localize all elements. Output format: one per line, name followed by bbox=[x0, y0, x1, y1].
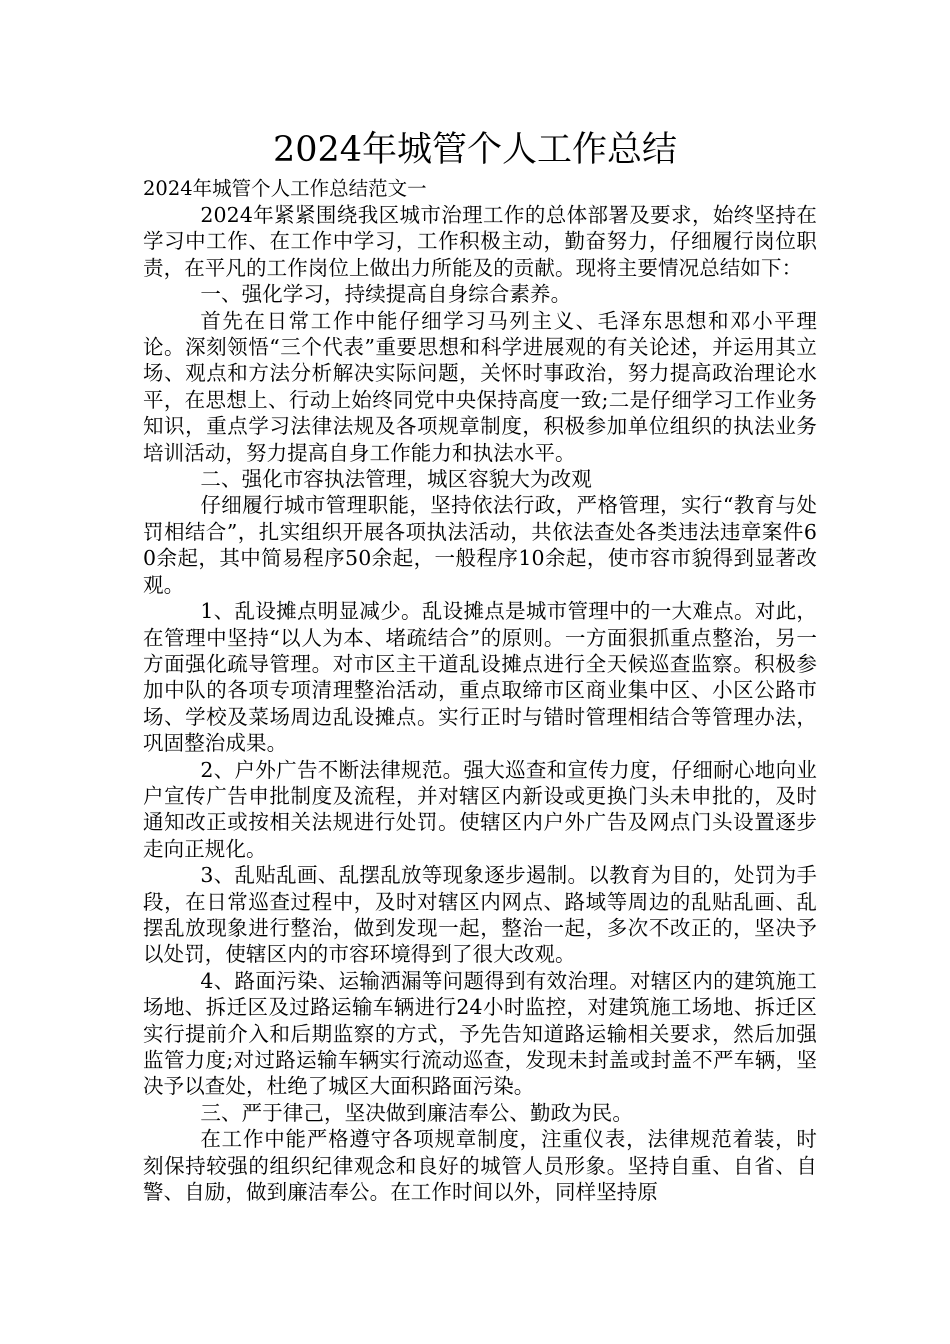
paragraph: 3、乱贴乱画、乱摆乱放等现象逐步遏制。以教育为目的，处罚为手段，在日常巡查过程中，及时对辖区内网点、路域等周边的乱贴乱画、乱摆乱放现象进行整治，做到发现一起，整治一起，多次不改正的，坚决予以处罚，使辖区内的市容环境得到了很大改观。 bbox=[143, 863, 817, 967]
paragraph: 在工作中能严格遵守各项规章制度，注重仪表，法律规范着装，时刻保持较强的组织纪律观念和良好的城管人员形象。坚持自重、自省、自警、自励，做到廉洁奉公。在工作时间以外，同样坚持原 bbox=[143, 1127, 817, 1205]
paragraph: 2、户外广告不断法律规范。强大巡查和宣传力度，仔细耐心地向业户宣传广告申批制度及流程，并对辖区内新设或更换门头未申批的，及时通知改正或按相关法规进行处罚。使辖区内户外广告及网点门头设置逐步走向正规化。 bbox=[143, 757, 817, 861]
paragraph: 4、路面污染、运输洒漏等问题得到有效治理。对辖区内的建筑施工场地、拆迁区及过路运输车辆进行24小时监控，对建筑施工场地、拆迁区实行提前介入和后期监察的方式，予先告知道路运输相关要求，然后加强监管力度;对过路运输车辆实行流动巡查，发现未封盖或封盖不严车辆，坚决予以查处，杜绝了城区大面积路面污染。 bbox=[143, 968, 817, 1099]
document-title: 2024年城管个人工作总结 bbox=[272, 130, 678, 170]
section-heading-2: 二、强化市容执法管理，城区容貌大为改观 bbox=[200, 467, 592, 492]
paragraph: 仔细履行城市管理职能，坚持依法行政，严格管理，实行“教育与处罚相结合”，扎实组织开展各项执法活动，共依法查处各类违法违章案件60余起，其中简易程序50余起，一般程序10余起，使市容市貌得到显著改观。 bbox=[143, 493, 817, 597]
paragraph-intro: 2024年紧紧围绕我区城市治理工作的总体部署及要求，始终坚持在学习中工作、在工作中学习，工作积极主动，勤奋努力，仔细履行岗位职责，在平凡的工作岗位上做出力所能及的贡献。现将主要情况总结如下： bbox=[143, 203, 817, 280]
paragraph: 首先在日常工作中能仔细学习马列主义、毛泽东思想和邓小平理论。深刻领悟“三个代表”重要思想和科学进展观的有关论述，并运用其立场、观点和方法分析解决实际问题，关怀时事政治，努力提高政治理论水平，在思想上、行动上始终同党中央保持高度一致;二是仔细学习工作业务知识，重点学习法律法规及各项规章制度，积极参加单位组织的执法业务培训活动，努力提高自身工作能力和执法水平。 bbox=[143, 308, 817, 465]
section-heading-1: 一、强化学习，持续提高自身综合素养。 bbox=[200, 282, 572, 307]
paragraph: 1、乱设摊点明显减少。乱设摊点是城市管理中的一大难点。对此，在管理中坚持“以人为本、堵疏结合”的原则。一方面狠抓重点整治，另一方面强化疏导管理。对市区主干道乱设摊点进行全天候巡查监察。积极参加中队的各项专项清理整治活动，重点取缔市区商业集中区、小区公路市场、学校及菜场周边乱设摊点。实行正时与错时管理相结合等管理办法，巩固整治成果。 bbox=[143, 599, 817, 756]
document-body bbox=[143, 202, 817, 1205]
section-heading-3: 三、严于律己，坚决做到廉洁奉公、勤政为民。 bbox=[200, 1100, 633, 1125]
document-subtitle: 2024年城管个人工作总结范文一 bbox=[143, 177, 427, 200]
